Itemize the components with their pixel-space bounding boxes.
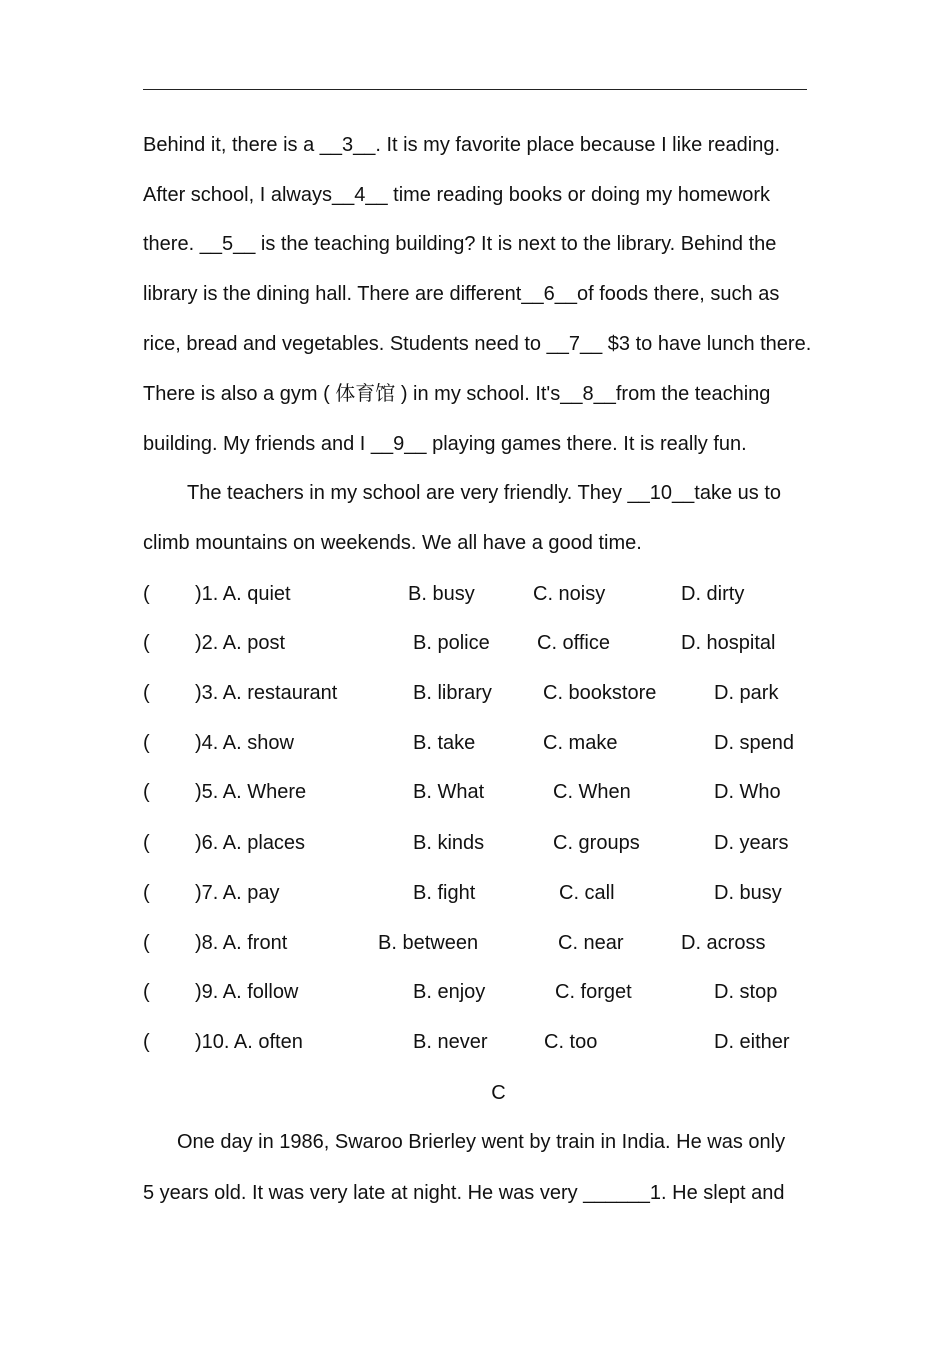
answer-paren[interactable]: (	[143, 583, 150, 605]
passage-line: there. __5__ is the teaching building? It is next to the library. Behind the	[143, 233, 777, 255]
question-option-c: C. make	[543, 732, 618, 754]
passage-line: One day in 1986, Swaroo Brierley went by train in India. He was only	[177, 1131, 786, 1153]
question-option-a: )5. A. Where	[195, 781, 307, 803]
answer-paren[interactable]: (	[143, 732, 150, 754]
question-option-b: B. between	[378, 932, 479, 954]
question-option-b: B. What	[413, 781, 485, 803]
question-option-b: B. busy	[408, 583, 475, 605]
question-option-b: B. never	[413, 1031, 488, 1053]
question-option-d: D. across	[681, 932, 766, 954]
answer-paren[interactable]: (	[143, 832, 150, 854]
question-option-c: C. forget	[555, 981, 632, 1003]
question-option-a: )7. A. pay	[195, 882, 280, 904]
passage-line: The teachers in my school are very friendly. They __10__take us to	[187, 482, 782, 504]
question-option-b: B. fight	[413, 882, 476, 904]
question-option-b: B. library	[413, 682, 492, 704]
question-option-a: )8. A. front	[195, 932, 288, 954]
question-option-c: C. near	[558, 932, 624, 954]
question-option-c: C. call	[559, 882, 615, 904]
question-option-d: D. years	[714, 832, 789, 854]
question-option-d: D. dirty	[681, 583, 745, 605]
question-option-a: )9. A. follow	[195, 981, 299, 1003]
question-option-d: D. either	[714, 1031, 790, 1053]
passage-line: There is also a gym ( 体育馆 ) in my school. It's__8__from the teaching	[143, 383, 771, 405]
question-option-a: )3. A. restaurant	[195, 682, 338, 704]
question-option-d: D. Who	[714, 781, 781, 803]
question-option-a: )2. A. post	[195, 632, 286, 654]
passage-line: 5 years old. It was very late at night. He was very ______1. He slept and	[143, 1182, 785, 1204]
question-option-a: )6. A. places	[195, 832, 306, 854]
question-option-b: B. enjoy	[413, 981, 486, 1003]
answer-paren[interactable]: (	[143, 981, 150, 1003]
question-option-b: B. take	[413, 732, 476, 754]
answer-paren[interactable]: (	[143, 882, 150, 904]
answer-paren[interactable]: (	[143, 682, 150, 704]
passage-line: building. My friends and I __9__ playing games there. It is really fun.	[143, 433, 747, 455]
question-option-d: D. hospital	[681, 632, 776, 654]
question-option-c: C. bookstore	[543, 682, 657, 704]
header-rule	[143, 89, 807, 90]
question-option-c: C. When	[553, 781, 631, 803]
question-option-d: D. stop	[714, 981, 778, 1003]
question-option-b: B. kinds	[413, 832, 485, 854]
question-option-c: C. groups	[553, 832, 640, 854]
question-option-b: B. police	[413, 632, 490, 654]
question-option-a: )1. A. quiet	[195, 583, 291, 605]
answer-paren[interactable]: (	[143, 1031, 150, 1053]
question-option-d: D. park	[714, 682, 779, 704]
passage-line: Behind it, there is a __3__. It is my favorite place because I like reading.	[143, 134, 781, 156]
answer-paren[interactable]: (	[143, 632, 150, 654]
question-option-c: C. office	[537, 632, 610, 654]
question-option-c: C. too	[544, 1031, 598, 1053]
question-option-a: )4. A. show	[195, 732, 294, 754]
question-option-c: C. noisy	[533, 583, 606, 605]
passage-line: library is the dining hall. There are different__6__of foods there, such as	[143, 283, 780, 305]
section-heading: C	[491, 1082, 506, 1104]
passage-line: After school, I always__4__ time reading books or doing my homework	[143, 184, 770, 206]
question-option-d: D. busy	[714, 882, 782, 904]
passage-line: rice, bread and vegetables. Students need to __7__ $3 to have lunch there.	[143, 333, 812, 355]
answer-paren[interactable]: (	[143, 781, 150, 803]
answer-paren[interactable]: (	[143, 932, 150, 954]
passage-line: climb mountains on weekends. We all have a good time.	[143, 532, 642, 554]
question-option-a: )10. A. often	[195, 1031, 303, 1053]
question-option-d: D. spend	[714, 732, 795, 754]
